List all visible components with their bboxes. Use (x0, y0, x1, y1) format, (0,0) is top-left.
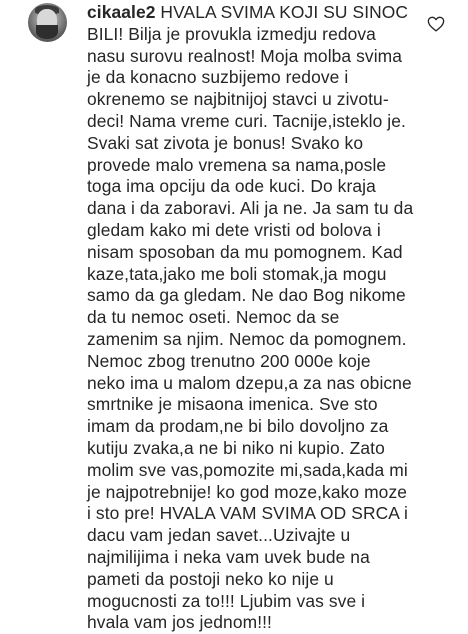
comment-text (87, 2, 417, 634)
comment-line: provede malo vremena sa nama,posle (87, 154, 387, 175)
comment-line: nasu surovu realnost! Moja molba svima (87, 45, 403, 66)
comment-line: neko ima u malom dzepu,a za nas obicne (87, 372, 412, 393)
username-link[interactable]: cikaale2 (87, 2, 156, 22)
comment-line: BILI! Bilja je provukla izmedju redova (87, 23, 376, 44)
comment-line: kutiju zvaka,a ne bi niko ni kupio. Zato (87, 437, 385, 458)
comment-line: hvala vam jos jednom!!! (87, 612, 272, 633)
comment-line: deci! Nama vreme curi. Tacnije,isteklo je. (87, 110, 406, 131)
comment-line: zamenim sa njim. Nemoc da pomognem. (87, 328, 407, 349)
comment-line: Nemoc zbog trenutno 200 000e koje (87, 350, 371, 371)
avatar-beard (36, 25, 58, 39)
comment-line: mogucnosti za to!!! Ljubim vas sve i (87, 590, 366, 611)
comment-line: i sto pre! HVALA VAM SVIMA OD SRCA i (87, 503, 408, 524)
comment-line: imam da prodam,ne bi bilo dovoljno za (87, 416, 389, 437)
heart-icon[interactable] (427, 16, 445, 32)
comment-line: je najpotrebnije! ko god moze,kako moze (87, 481, 408, 502)
comment-line: Svaki sat zivota je bonus! Svako ko (87, 132, 364, 153)
comment-line: najmilijima i neka vam uvek bude na (87, 546, 370, 567)
comment-line: okrenemo se najbitnijoj stavci u zivotu- (87, 89, 389, 110)
comment-line: smrtnike je misaona imenica. Sve sto (87, 394, 378, 415)
comment-line: dacu vam jedan savet...Uzivajte u (87, 525, 351, 546)
comment-line: pameti da postoji neko ko nije u (87, 568, 334, 589)
comment-line: kaze,tata,jako me boli stomak,ja mogu (87, 263, 387, 284)
comment-line: toga ima opciju da ode kuci. Do kraja (87, 176, 376, 197)
comment-line: gledam kako mi dete vristi od bolova i (87, 219, 381, 240)
comment-line: da tu nemoc oseti. Nemoc da se (87, 307, 340, 328)
comment-line: je da konacno suzbijemo redove i (87, 67, 349, 88)
comment-line: molim sve vas,pomozite mi,sada,kada mi (87, 459, 408, 480)
comment-line: samo da ga gledam. Ne dao Bog nikome (87, 285, 406, 306)
comment-line: nisam sposoban da mu pomognem. Kad (87, 241, 403, 262)
avatar[interactable] (28, 3, 67, 42)
comment-first-line-text: HVALA SVIMA KOJI SU SINOC (155, 2, 409, 22)
comment-first-line (87, 2, 417, 24)
comment-line: dana i da zaboravi. Ali ja ne. Ja sam tu da (87, 198, 414, 219)
